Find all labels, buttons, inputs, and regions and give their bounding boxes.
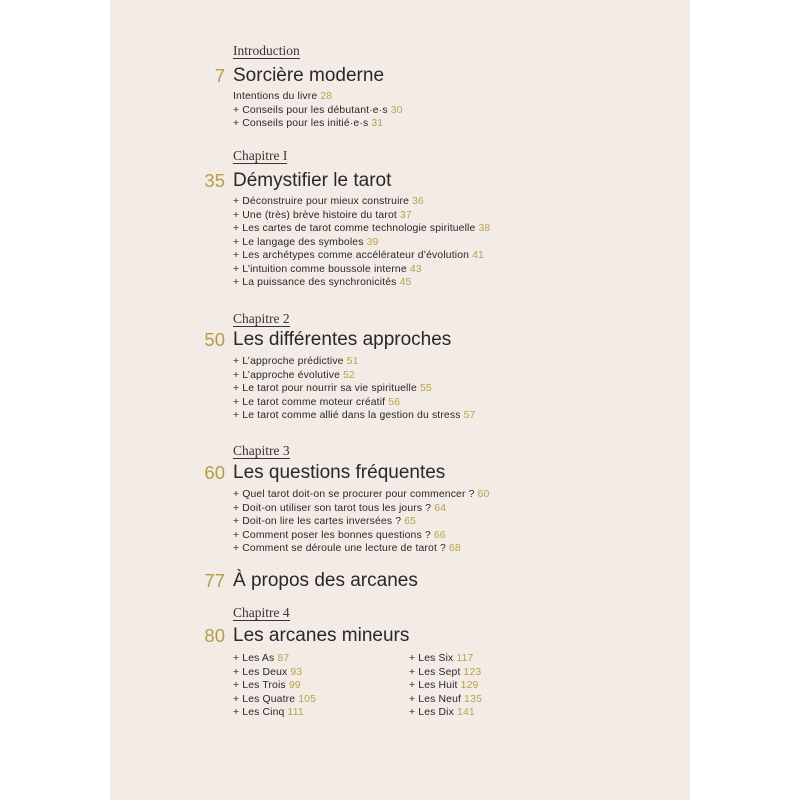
toc-entry[interactable]: + Les Quatre 105 [233, 693, 317, 705]
section-heading[interactable] [110, 169, 690, 195]
section-label: Chapitre 3 [233, 443, 290, 458]
toc-entry[interactable]: + Une (très) brève histoire du tarot 37 [233, 209, 412, 221]
entry-page-number: 64 [434, 502, 447, 514]
entry-page-number: 37 [400, 209, 412, 221]
toc-entry[interactable]: + Les cartes de tarot comme technologie spirituelle 38 [233, 223, 491, 234]
toc-entry[interactable]: + Doit-on lire les cartes inversées ? 65 [233, 516, 417, 527]
toc-entry[interactable]: + L’approche prédictive 51 [233, 356, 359, 367]
entry-page-number: 87 [277, 653, 290, 664]
section-heading[interactable] [110, 64, 690, 90]
entry-page-number: 30 [390, 104, 403, 116]
toc-entry[interactable]: + L’approche évolutive 52 [233, 369, 355, 381]
entry-page-number: 105 [298, 693, 317, 705]
section-label: Chapitre 4 [233, 605, 290, 620]
toc-entry[interactable]: + Le tarot comme moteur créatif 56 [233, 396, 401, 408]
entry-page-number: 43 [409, 263, 422, 275]
toc-entry[interactable]: + Les Cinq 111 [233, 707, 304, 718]
entry-page-number: 45 [399, 277, 412, 288]
entry-page-number: 60 [477, 489, 490, 500]
toc-entry[interactable]: + Les archétypes comme accélérateur d’évolution 41 [233, 250, 484, 261]
section-heading[interactable] [110, 569, 690, 595]
section-page-number: 60 [204, 462, 225, 483]
entry-page-number: 99 [288, 680, 301, 691]
entry-page-number: 36 [412, 196, 424, 207]
section-heading[interactable] [110, 328, 690, 354]
toc-entry[interactable]: + Les As 87 [233, 653, 290, 664]
entry-page-number: 38 [478, 223, 491, 234]
section-items [233, 195, 490, 290]
toc-entry[interactable]: + Les Neuf 135 [409, 693, 482, 705]
entry-page-number: 56 [388, 396, 401, 408]
section-title: Les questions fréquentes [233, 462, 446, 483]
entry-page-number: 41 [472, 250, 484, 261]
toc-entry[interactable]: + Le tarot comme allié dans la gestion du stress 57 [233, 410, 476, 421]
toc-entry[interactable]: + Quel tarot doit-on se procurer pour commencer ? 60 [233, 489, 490, 500]
section-title: À propos des arcanes [233, 570, 418, 591]
section-title: Les arcanes mineurs [233, 625, 410, 646]
section-page-number: 80 [204, 625, 225, 646]
toc-entry[interactable]: + Les Huit 129 [409, 680, 479, 691]
section-page-number: 50 [204, 329, 225, 350]
toc-entry[interactable]: + Les Dix 141 [409, 707, 475, 718]
toc-entry[interactable]: + Comment se déroule une lecture de tarot ? 68 [233, 543, 461, 554]
entry-page-number: 55 [419, 383, 432, 394]
section-heading[interactable] [110, 624, 690, 650]
entry-page-number: 57 [463, 410, 476, 421]
entry-page-number: 123 [463, 666, 482, 678]
section-page-number: 35 [204, 170, 225, 191]
section-page-number: 7 [214, 65, 225, 86]
entry-page-number: 93 [290, 666, 303, 678]
toc-entry[interactable]: + Comment poser les bonnes questions ? 66 [233, 529, 446, 541]
toc-entry[interactable]: + La puissance des synchronicités 45 [233, 277, 412, 288]
book-page [110, 0, 690, 800]
toc-entry[interactable]: + L’intuition comme boussole interne 43 [233, 263, 422, 275]
entry-page-number: 117 [456, 653, 474, 664]
column-right [409, 652, 482, 720]
toc-entry[interactable]: Intentions du livre 28 [233, 91, 333, 102]
entry-page-number: 111 [287, 707, 304, 718]
entry-page-number: 39 [366, 236, 379, 248]
toc-entry[interactable]: + Le langage des symboles 39 [233, 236, 379, 248]
section-items [233, 355, 475, 423]
entry-page-number: 65 [404, 516, 417, 527]
entry-page-number: 141 [457, 707, 475, 718]
entry-page-number: 51 [346, 356, 359, 367]
entry-page-number: 28 [320, 91, 333, 102]
entry-page-number: 68 [449, 543, 461, 554]
toc-entry[interactable]: + Les Six 117 [409, 653, 474, 664]
section-title: Les différentes approches [233, 329, 452, 350]
section-label: Chapitre 2 [233, 311, 290, 326]
toc-entry[interactable]: + Les Trois 99 [233, 680, 301, 691]
entry-page-number: 135 [464, 693, 482, 705]
entry-page-number: 31 [371, 118, 384, 129]
column-left [233, 652, 316, 720]
toc-entry[interactable]: + Conseils pour les débutant·e·s 30 [233, 104, 403, 116]
entry-page-number: 129 [460, 680, 479, 691]
section-label: Chapitre I [233, 148, 288, 163]
toc-entry[interactable]: + Le tarot pour nourrir sa vie spirituelle 55 [233, 383, 432, 394]
entry-page-number: 52 [343, 369, 355, 381]
section-label: Introduction [233, 43, 300, 58]
section-heading[interactable] [110, 461, 690, 487]
entry-page-number: 66 [433, 529, 446, 541]
section-items [233, 90, 403, 131]
section-items [233, 488, 489, 556]
section-title: Démystifier le tarot [233, 170, 392, 191]
toc-entry[interactable]: + Déconstruire pour mieux construire 36 [233, 196, 424, 207]
section-page-number: 77 [204, 570, 225, 591]
toc-entry[interactable]: + Conseils pour les initié·e·s 31 [233, 118, 384, 129]
section-title: Sorcière moderne [233, 65, 385, 86]
toc-entry[interactable]: + Les Sept 123 [409, 666, 482, 678]
toc-entry[interactable]: + Les Deux 93 [233, 666, 303, 678]
toc-entry[interactable]: + Doit-on utiliser son tarot tous les jours ? 64 [233, 502, 447, 514]
